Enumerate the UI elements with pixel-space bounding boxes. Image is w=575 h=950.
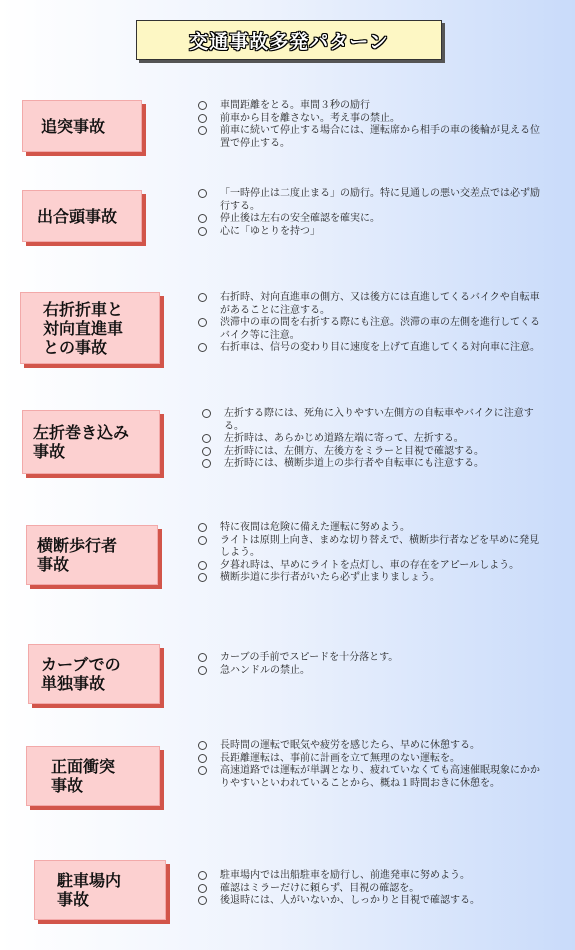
- tips-list: [196, 740, 546, 790]
- section-label: 駐車場内 事故: [57, 871, 122, 909]
- section-label-box: [22, 100, 142, 152]
- section-label: 右折折車と 対向直進車 との事故: [43, 299, 124, 357]
- tips-list: [196, 522, 546, 585]
- tip-item: 夕暮れ時は、早めにライトを点灯し、車の存在をアピールしよう。: [196, 560, 546, 573]
- tip-item: 後退時には、人がいないか、しっかりと目視で確認する。: [196, 895, 546, 908]
- tips-list: [196, 652, 546, 677]
- tips-list: [200, 408, 550, 471]
- section-label: 出合頭事故: [37, 206, 118, 226]
- tips-list: [196, 188, 546, 238]
- tip-item: 急ハンドルの禁止。: [196, 665, 546, 678]
- tip-item: カーブの手前でスピードを十分落とす。: [196, 652, 546, 665]
- tip-item: 右折車は、信号の変わり目に速度を上げて直進してくる対向車に注意。: [196, 342, 546, 355]
- tip-item: 前車から目を離さない。考え事の禁止。: [196, 113, 546, 126]
- tip-item: 高速道路では運転が単調となり、疲れていなくても高速催眠現象にかかりやすいといわれていることから、概ね１時間おきに休憩を。: [196, 765, 546, 790]
- tip-item: 右折時、対向直進車の側方、又は後方には直進してくるバイクや自転車があることに注意する。: [196, 292, 546, 317]
- tips-list: [196, 870, 546, 908]
- title-box: [136, 20, 442, 60]
- tip-item: 長時間の運転で眠気や疲労を感じたら、早めに休憩する。: [196, 740, 546, 753]
- tip-item: 左折時には、横断歩道上の歩行者や自転車にも注意する。: [200, 458, 550, 471]
- section-label-box: [22, 410, 160, 474]
- tip-item: 横断歩道に歩行者がいたら必ず止まりましょう。: [196, 572, 546, 585]
- tips-list: [196, 100, 546, 150]
- tip-item: 左折する際には、死角に入りやすい左側方の自転車やバイクに注意する。: [200, 408, 550, 433]
- tip-item: 車間距離をとる。車間３秒の励行: [196, 100, 546, 113]
- section-label-box: [26, 746, 160, 806]
- section-label-box: [28, 644, 160, 704]
- section-label: 追突事故: [41, 116, 106, 136]
- tip-item: 長距離運転は、事前に計画を立て無理のない運転を。: [196, 753, 546, 766]
- tip-item: 前車に続いて停止する場合には、運転席から相手の車の後輪が見える位置で停止する。: [196, 125, 546, 150]
- tip-item: ライトは原則上向き、まめな切り替えで、横断歩行者などを早めに発見しよう。: [196, 535, 546, 560]
- section-label: 横断歩行者 事故: [37, 536, 118, 574]
- tip-item: 特に夜間は危険に備えた運転に努めよう。: [196, 522, 546, 535]
- section-label-box: [20, 292, 160, 364]
- section-label: カーブでの 単独事故: [41, 655, 121, 693]
- tip-item: 確認はミラーだけに頼らず、目視の確認を。: [196, 883, 546, 896]
- section-label-box: [26, 525, 158, 585]
- tip-item: 「一時停止は二度止まる」の励行。特に見通しの悪い交差点では必ず励行する。: [196, 188, 546, 213]
- tip-item: 左折時には、左側方、左後方をミラーと目視で確認する。: [200, 446, 550, 459]
- tip-item: 駐車場内では出船駐車を励行し、前進発車に努めよう。: [196, 870, 546, 883]
- tip-item: 停止後は左右の安全確認を確実に。: [196, 213, 546, 226]
- tips-list: [196, 292, 546, 355]
- section-label-box: [34, 860, 166, 920]
- page-title: 交通事故多発パターン: [189, 30, 389, 53]
- section-label: 左折巻き込み 事故: [33, 423, 130, 461]
- section-label-box: [22, 190, 142, 242]
- tip-item: 左折時は、あらかじめ道路左端に寄って、左折する。: [200, 433, 550, 446]
- tip-item: 渋滞中の車の間を右折する際にも注意。渋滞の車の左側を進行してくるバイク等に注意。: [196, 317, 546, 342]
- tip-item: 心に「ゆとりを持つ」: [196, 226, 546, 239]
- section-label: 正面衝突 事故: [51, 757, 116, 795]
